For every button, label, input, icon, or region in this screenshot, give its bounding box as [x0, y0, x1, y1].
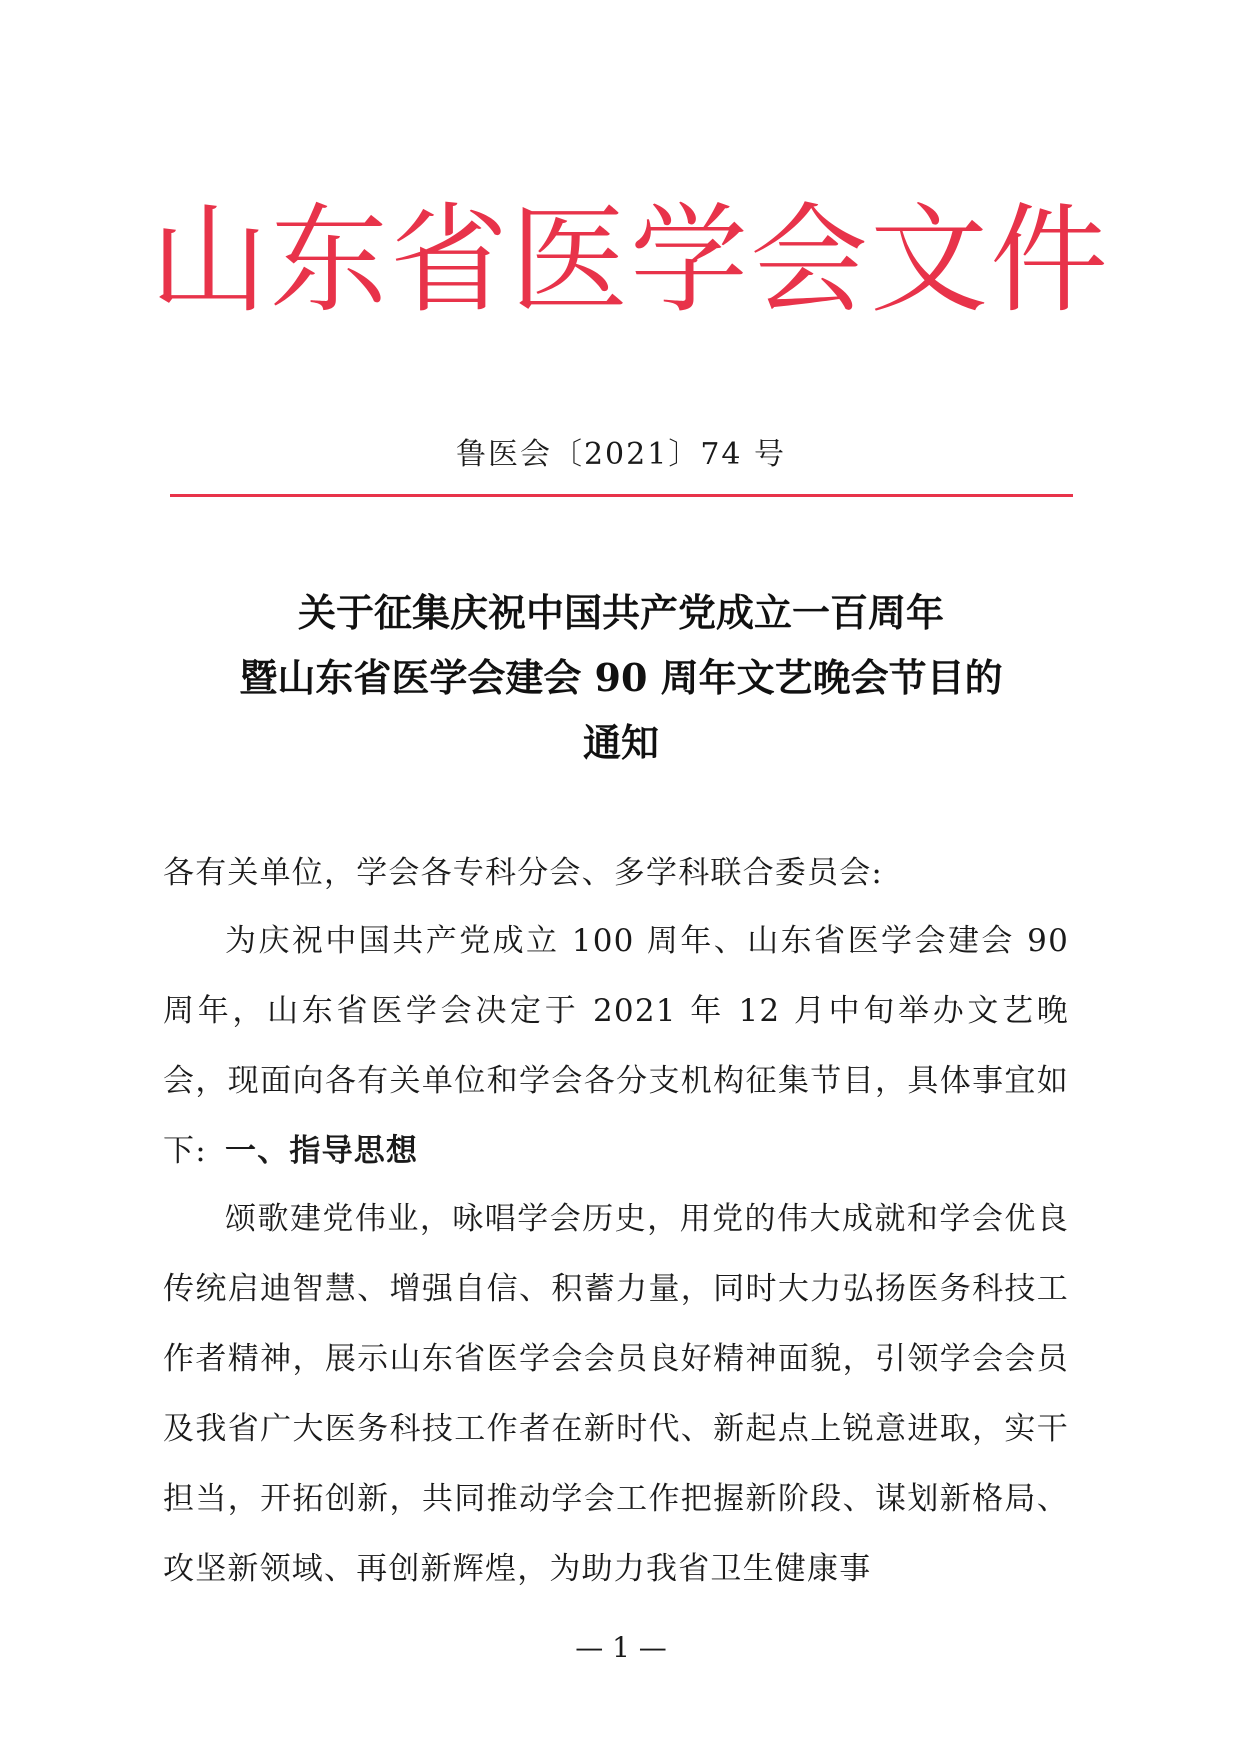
masthead-title: 山东省医学会文件 — [150, 191, 1111, 329]
section-heading-guiding-ideology: 一、指导思想 — [225, 1133, 419, 1169]
document-number: 鲁医会〔2021〕74 号 — [455, 437, 787, 472]
red-divider-line — [170, 494, 1073, 497]
title-line-3: 通知 — [582, 720, 659, 765]
paragraph-guiding-ideology: 颂歌建党伟业，咏唱学会历史，用党的伟大成就和学会优良传统启迪智慧、增强自信、积蓄力量，同时大力弘扬医务科技工作者精神，展示山东省医学会会员良好精神面貌，引领学会会员及我省广大医务科技工作者在新时代、新起点上锐意进取，实干担当，开拓创新，共同推动学会工作把握新阶段、谋划新格局、攻坚新领域、再创新辉煌，为助力我省卫生健康事 — [163, 1201, 1069, 1587]
title-line-1: 关于征集庆祝中国共产党成立一百周年 — [297, 590, 944, 635]
page-number: — 1 — — [575, 1631, 667, 1664]
document-title — [130, 580, 1112, 775]
title-line-2: 暨山东省医学会建会 90 周年文艺晚会节目的 — [239, 655, 1003, 700]
paragraph-intro: 为庆祝中国共产党成立 100 周年、山东省医学会建会 90 周年，山东省医学会决定于 2021 年 12 月中旬举办文艺晚会，现面向各有关单位和学会各分支机构征集节目，具体事宜如下: — [163, 923, 1069, 1169]
salutation: 各有关单位，学会各专科分会、多学科联合委员会: — [163, 855, 884, 891]
